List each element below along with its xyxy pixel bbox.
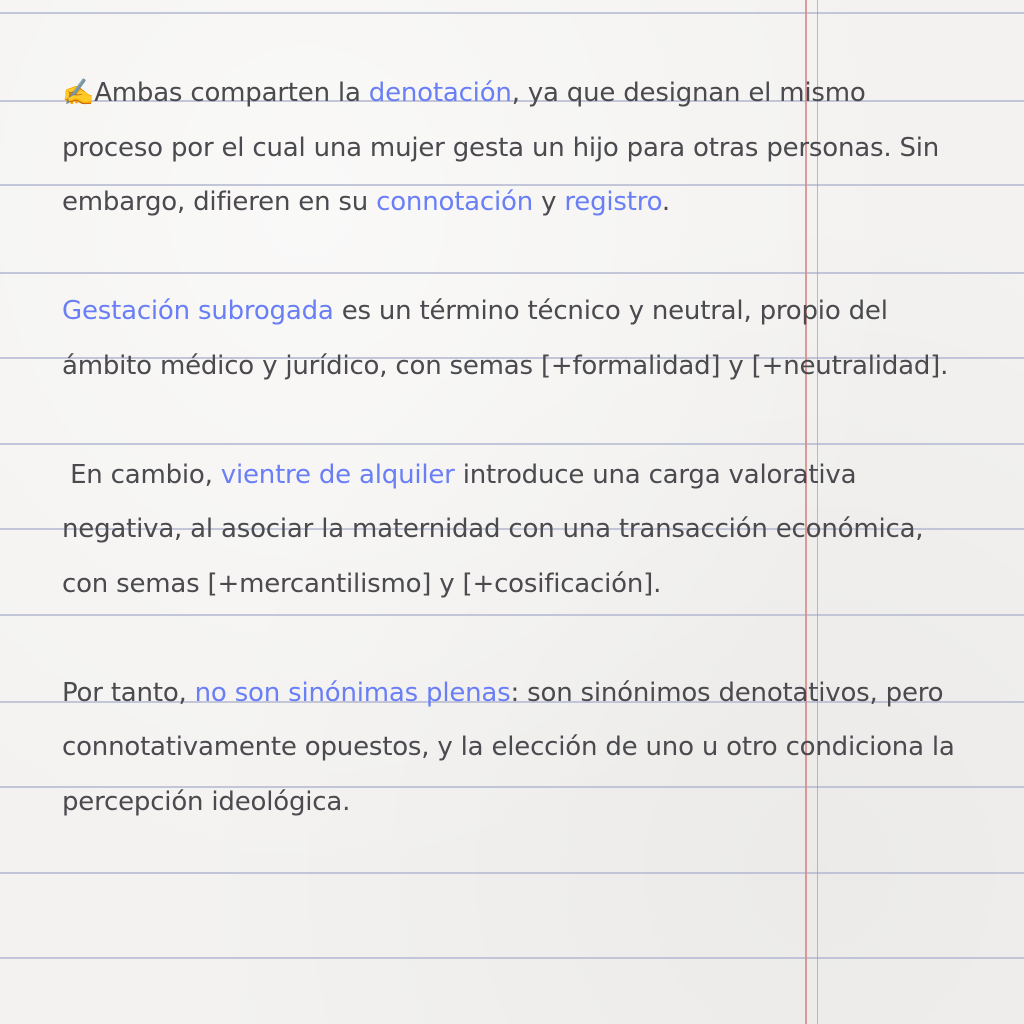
highlight-no-sinonimas: no son sinónimas plenas [194,677,511,708]
highlight-connotacion: connotación [376,187,534,217]
text-run: : son sinónimos denotativos, pero connotativamente opuestos, y la elección de uno u otro condiciona la percepción ideológica. [62,677,955,817]
text-run: En cambio, [62,459,221,490]
text-run: introduce una carga valorativa negativa, al asociar la maternidad con una transacción económica, con semas [+mercantilismo] y [+cosificación]. [62,459,932,599]
ruled-line [0,957,1024,959]
paragraph-conclusion [62,666,962,830]
highlight-vientre-de-alquiler: vientre de alquiler [220,459,455,490]
ruled-line [0,12,1024,14]
highlight-gestacion-subrogada: Gestación subrogada [62,296,334,326]
text-run: y [533,187,565,217]
note-text [62,66,962,884]
text-run: Ambas comparten la [94,78,369,108]
text-run: , ya que designan el mismo proceso por el cual una mujer gesta un hijo para otras personas. Sin embargo, difieren en su [62,78,940,217]
paragraph-denotation [62,66,962,230]
paragraph-gestacion [62,284,962,393]
writing-hand-icon: ✍️ [62,78,95,108]
highlight-denotacion: denotación [368,78,512,108]
paragraph-vientre [62,448,962,612]
text-run: . [661,187,670,217]
text-run: es un término técnico y neutral, propio del ámbito médico y jurídico, con semas [+formalidad] y [+neutralidad]. [62,296,949,381]
highlight-registro: registro [564,187,662,217]
text-run: Por tanto, [62,677,195,708]
